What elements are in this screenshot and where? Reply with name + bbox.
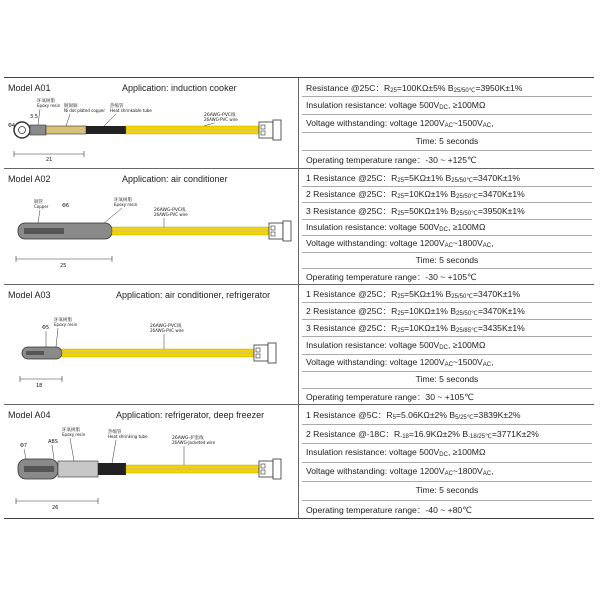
wire-strand [126,465,259,469]
model-name: Model A01 [8,83,51,93]
diagram-label: 热缩管 [110,104,124,109]
spec-text: 3 Resistance @25C：R [306,323,398,334]
spec-line [306,340,485,351]
application-text: Application: air conditioner, refrigerator [116,290,271,300]
model-row [4,284,594,405]
spec-text: Time: 5 seconds [415,373,479,384]
diagram-label: ABS [48,439,58,445]
spec-subscript: 25/50℃ [451,177,474,184]
spec-divider [302,202,592,203]
spec-line [306,466,494,477]
diagram-label: 26AWG-Jacketed wire [172,440,216,445]
diagram-label: 3.5 [30,114,38,120]
spec-text: Resistance @25C：R [306,82,391,93]
spec-divider [302,481,592,482]
spec-line [306,82,522,94]
spec-subscript: AC [482,243,492,250]
spec-subscript: 25/50℃ [456,194,478,201]
spec-divider [302,268,592,269]
spec-text: , ≥100MΩ [447,99,486,110]
spec-text: Insulation resistance: voltage 500V [306,447,440,457]
spec-line [306,428,539,440]
spec-text: Operating temperature range：-30 ~ +105℃ [306,272,477,283]
connector-latch [268,343,276,363]
spec-subscript: AC [444,361,453,368]
sensor-diagram [4,301,298,405]
spec-text: =3470K±1% [473,289,521,300]
spec-text: =50KΩ±1% B [404,205,457,216]
diagram-label: 热缩管 [108,430,122,435]
spec-divider [302,235,592,236]
spec-text: 1 Resistance @25C：R [306,289,398,300]
spec-divider [302,302,592,303]
spec-text: =3470K±1% [473,172,521,183]
diagram-label: 25 [60,263,67,269]
spec-sheet [4,77,594,519]
spec-text: , ≥100MΩ [447,221,486,232]
spec-line [306,447,485,458]
spec-text: ~1800V [452,466,483,476]
spec-text: =3839K±2% [473,410,521,420]
diagram-label: Φ7 [20,443,28,449]
diagram-label: 26AWG-PVC线 [154,208,186,213]
spec-line [306,409,521,421]
spec-text: Voltage withstanding: voltage 1200V [306,356,445,367]
leader-line [56,328,58,347]
wire-strand [112,232,269,236]
spec-text: =16.9KΩ±2% B [408,429,469,439]
spec-text: Voltage withstanding: voltage 1200V [306,238,445,249]
spec-subscript: -18 [400,434,409,440]
spec-text: Insulation resistance: voltage 500V [306,221,440,232]
diagram-label: 26AWG-PVC线 [150,324,182,329]
spec-text: ~1500V [452,356,483,367]
diagram-label: Epoxy resin [37,103,61,108]
spec-subscript: 25/50℃ [456,210,478,217]
diagram-label: 环氧树脂 [54,318,72,323]
spec-text: , ≥100MΩ [447,447,486,457]
spec-subscript: 25 [397,194,405,201]
model-row [4,404,594,519]
spec-line [306,305,525,317]
diagram-label: 18 [36,383,43,389]
diagram-label: 26AWG-PVC线 [204,113,236,118]
model-diagram-cell [4,405,299,519]
spec-subscript: -18/25℃ [468,434,492,440]
spec-subscript: DC [439,452,448,458]
spec-text: =5KΩ±1% B [404,289,452,300]
spec-subscript: 25/85℃ [456,328,478,335]
diagram-label: Φ6 [62,203,70,209]
leader-line [38,210,40,223]
spec-text: =3950K±1% [475,82,523,93]
spec-line [306,100,485,111]
spec-text: , [491,356,494,367]
diagram-label: 环氧树脂 [37,99,55,104]
spec-subscript: DC [439,344,448,351]
sensor-core [24,228,64,234]
spec-text: 2 Resistance @-18C：R [306,429,401,439]
diagram-label: 26AWG-PVC wire [154,212,188,217]
spec-text: =10KΩ±1% B [404,189,457,200]
spec-text: Insulation resistance: voltage 500V [306,339,440,350]
diagram-label: Heat shrinkable tube [110,108,152,113]
epoxy-section [58,461,98,477]
spec-cell [302,169,592,285]
spec-divider [302,132,592,133]
leader-line [66,114,70,126]
spec-line [306,322,525,334]
application-text: Application: refrigerator, deep freezer [116,410,265,420]
spec-cell [302,78,592,168]
spec-subscript: AC [482,361,492,368]
heat-shrink-tube [98,463,126,475]
connector-latch [283,221,291,241]
spec-text: =5KΩ±1% B [404,172,452,183]
spec-text: Operating temperature range：-40 ~ +80℃ [306,505,472,515]
diagram-label: 环氧树脂 [62,428,80,433]
wire-strand [112,227,269,231]
spec-text: , [491,117,494,128]
model-diagram-cell [4,78,299,168]
spec-text: , [491,466,494,476]
spec-cell [302,405,592,519]
spec-text: ~1500V [452,117,483,128]
spec-text: Voltage withstanding: voltage 1200V [306,466,445,476]
spec-line [306,391,474,403]
model-name: Model A04 [8,410,51,420]
spec-text: Time: 5 seconds [415,485,479,495]
spec-text: 1 Resistance @25C：R [306,172,398,183]
sensor-core [24,466,54,472]
spec-cell [302,285,592,405]
diagram-label: 环氧树脂 [114,198,132,203]
spec-text: Voltage withstanding: voltage 1200V [306,117,445,128]
spec-line [306,188,525,200]
spec-divider [302,219,592,220]
spec-line [306,238,494,249]
spec-divider [302,319,592,320]
spec-text: =3950K±1% [477,205,525,216]
spec-line [302,485,592,495]
diagram-label: Φ4 [8,123,16,129]
leader-line [112,440,116,463]
spec-subscript: 25/50℃ [451,294,474,301]
spec-subscript: 25 [397,328,405,335]
spec-subscript: AC [482,471,492,477]
model-row [4,78,594,168]
spec-text: =3470K±1% [477,189,525,200]
spec-subscript: 5 [392,415,396,421]
wire-strand [126,470,259,474]
spec-divider [302,500,592,501]
spec-subscript: 25 [390,87,397,94]
connector-housing [259,122,273,138]
copper-body [46,126,86,134]
diagram-label: 镀锡铜 [64,104,78,109]
wire-strand [62,354,254,358]
spec-text: 3 Resistance @25C：R [306,205,398,216]
leader-line [104,114,116,126]
spec-text: 2 Resistance @25C：R [306,189,398,200]
application-text: Application: air conditioner [122,174,228,184]
spec-text: , ≥100MΩ [447,339,486,350]
spec-divider [302,443,592,444]
spec-subscript: AC [444,122,453,129]
spec-text: =5.06KΩ±2% B [395,410,456,420]
spec-line [302,374,592,384]
sensor-diagram [4,94,298,168]
spec-text: Time: 5 seconds [415,254,479,265]
leader-line [38,109,40,125]
model-row [4,168,594,285]
leader-line [70,438,74,461]
spec-text: Insulation resistance: voltage 500V [306,99,440,110]
diagram-label: Copper [34,204,49,209]
diagram-label: 21 [46,157,53,163]
spec-text: Operating temperature range：30 ~ +105℃ [306,391,474,402]
spec-text: =10KΩ±1% B [404,306,457,317]
spec-subscript: 25 [397,210,405,217]
spec-divider [302,354,592,355]
spec-divider [302,336,592,337]
diagram-label: Epoxy resin [62,432,86,437]
spec-text: =3435K±1% [477,323,525,334]
connector-housing [259,461,273,477]
diagram-label: Heat shrinking tube [108,434,148,439]
connector-latch [273,120,281,140]
spec-line [306,205,525,217]
spec-subscript: DC [439,226,448,233]
epoxy-head [30,125,46,135]
spec-subscript: 25 [397,177,405,184]
spec-text: =3470K±1% [477,306,525,317]
spec-text: Time: 5 seconds [415,135,479,146]
spec-text: ~1800V [452,238,483,249]
heat-shrink-tube [86,126,126,134]
leader-line [104,208,122,223]
diagram-label: Φ5 [42,325,50,331]
spec-text: =10KΩ±1% B [404,323,457,334]
diagram-label: 26AWG-PVC wire [150,328,184,333]
spec-divider [302,96,592,97]
leader-line [24,449,26,459]
spec-subscript: 5/25℃ [455,415,474,421]
sensor-core [26,351,44,355]
sensor-diagram [4,421,298,519]
spec-text: =100KΩ±5% B [396,82,454,93]
spec-subscript: AC [444,243,453,250]
spec-divider [302,462,592,463]
diagram-label: Ni dot plated copper [64,108,105,113]
sensor-diagram [4,185,298,285]
model-name: Model A02 [8,174,51,184]
diagram-label: 26AWG-PVC wire [204,117,238,122]
spec-text: =3771K±2% [491,429,539,439]
spec-line [306,172,520,184]
spec-subscript: 25/50℃ [453,87,476,94]
spec-line [306,288,520,300]
leader-line [204,123,214,126]
spec-subscript: 25/50℃ [456,311,478,318]
spec-divider [302,388,592,389]
spec-subscript: AC [444,471,453,477]
spec-subscript: 25 [397,311,405,318]
spec-line [306,118,494,129]
diagram-label: 26AWG-护套线 [172,436,204,441]
application-text: Application: induction cooker [122,83,237,93]
connector-latch [273,459,281,479]
spec-text: Operating temperature range：-30 ~ +125℃ [306,154,477,165]
spec-divider [302,424,592,425]
spec-subscript: AC [482,122,492,129]
spec-line [302,136,592,146]
model-diagram-cell [4,285,299,405]
spec-text: , [491,238,494,249]
spec-text: 1 Resistance @5C：R [306,410,393,420]
spec-line [306,271,477,283]
spec-line [306,504,472,516]
diagram-label: 26 [52,505,59,511]
diagram-label: 铜管 [34,200,43,205]
spec-subscript: DC [439,104,448,111]
spec-line [306,357,494,368]
spec-subscript: 25 [397,294,405,301]
diagram-label: Epoxy resin [54,322,78,327]
ring-hole [19,127,26,134]
connector-housing [254,345,268,361]
spec-divider [302,252,592,253]
wire-strand [62,349,254,353]
spec-line [306,222,485,233]
model-name: Model A03 [8,290,51,300]
spec-text: 2 Resistance @25C：R [306,306,398,317]
spec-divider [302,186,592,187]
spec-line [302,255,592,265]
connector-housing [269,223,283,239]
spec-divider [302,371,592,372]
spec-divider [302,114,592,115]
diagram-label: Epoxy resin [114,202,138,207]
spec-divider [302,150,592,151]
wire-strand [126,131,259,135]
wire-strand [126,126,259,130]
model-diagram-cell [4,169,299,285]
spec-line [306,154,477,166]
leader-line [52,445,54,459]
